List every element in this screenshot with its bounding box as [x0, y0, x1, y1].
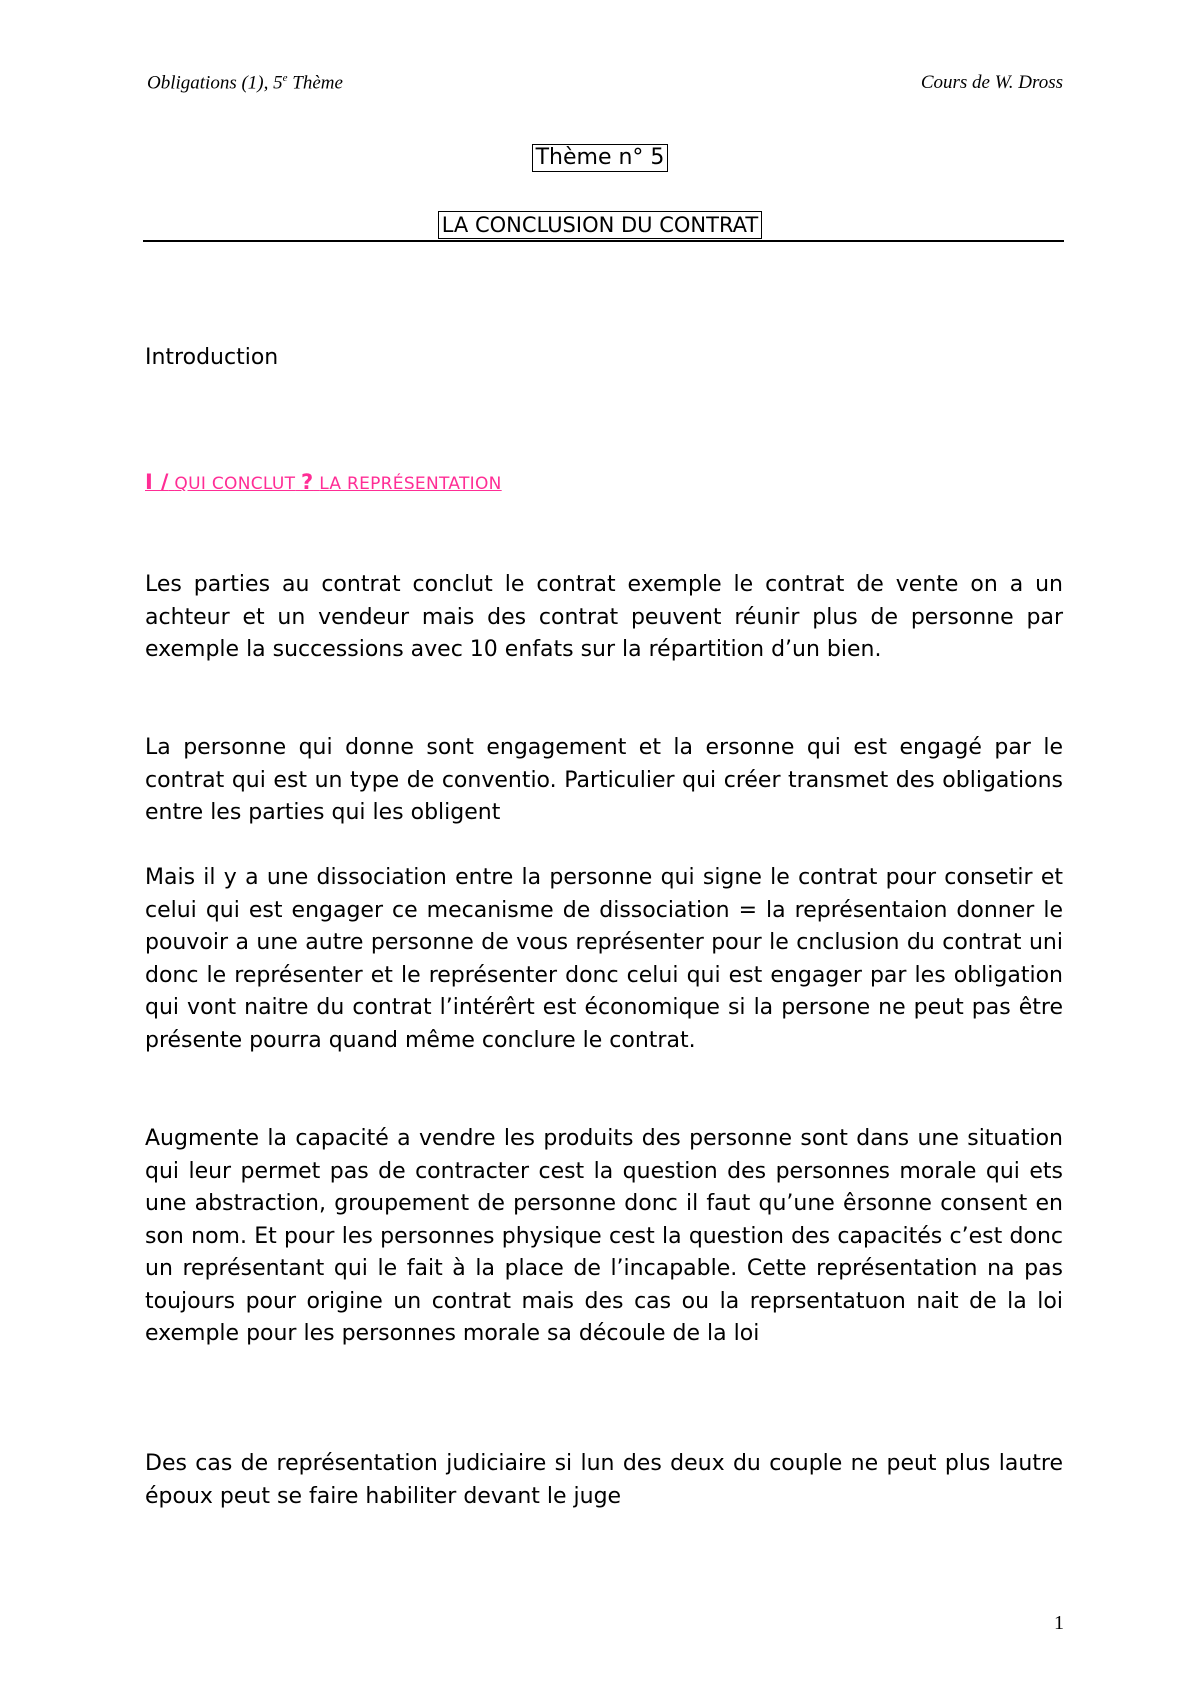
- page-title-row: [0, 211, 1200, 239]
- theme-label-row: [0, 144, 1200, 172]
- body-paragraph: Mais il y a une dissociation entre la personne qui signe le contrat pour consetir et celui qui est engager ce mecanisme de dissociation = la représentaion donner le pouvoir a une autre personne de vous représenter pour le cnclusion du contrat uni donc le représenter et le représenter donc celui qui est engager par les obligation qui vont naitre du contrat l’intérêrt est économique si la persone ne peut pas être présente pourra quand même conclure le contrat.: [145, 865, 1063, 1053]
- title-divider: [143, 240, 1064, 242]
- header-course-title: Obligations (1), 5e Thème: [147, 72, 343, 94]
- section-numeral: I /: [145, 470, 169, 494]
- body-paragraph: Des cas de représentation judiciaire si lun des deux du couple ne peut plus lautre époux peut se faire habiliter devant le juge: [145, 1451, 1063, 1509]
- section-heading: [145, 470, 502, 494]
- body-paragraph: Les parties au contrat conclut le contrat exemple le contrat de vente on a un achteur et un vendeur mais des contrat peuvent réunir plus de personne par exemple la successions avec 10 enfats sur la répartition d’un bien.: [145, 572, 1063, 662]
- intro-heading: Introduction: [145, 345, 279, 370]
- body-paragraph: Augmente la capacité a vendre les produits des personne sont dans une situation qui leur permet pas de contracter cest la question des personnes morale qui ets une abstraction, groupement de personne donc il faut qu’une êrsonne consent en son nom. Et pour les personnes physique cest la question des capacités c’est donc un représentant qui le fait à la place de l’incapable. Cette représentation na pas toujours pour origine un contrat mais des cas ou la reprsentatuon nait de la loi exemple pour les personnes morale sa découle de la loi: [145, 1126, 1063, 1346]
- section-title-part-a: QUI CONCLUT: [174, 474, 296, 494]
- page-number: 1: [1054, 1612, 1064, 1634]
- theme-label: Thème n° 5: [532, 144, 669, 172]
- section-title-part-b: LA REPRÉSENTATION: [319, 474, 502, 494]
- header-author: Cours de W. Dross: [920, 72, 1063, 93]
- body-paragraph: La personne qui donne sont engagement et la ersonne qui est engagé par le contrat qui est un type de conventio. Particulier qui créer transmet des obligations entre les parties qui les obligent: [145, 735, 1063, 825]
- page-title: LA CONCLUSION DU CONTRAT: [438, 211, 763, 239]
- section-question-mark: ?: [300, 470, 314, 494]
